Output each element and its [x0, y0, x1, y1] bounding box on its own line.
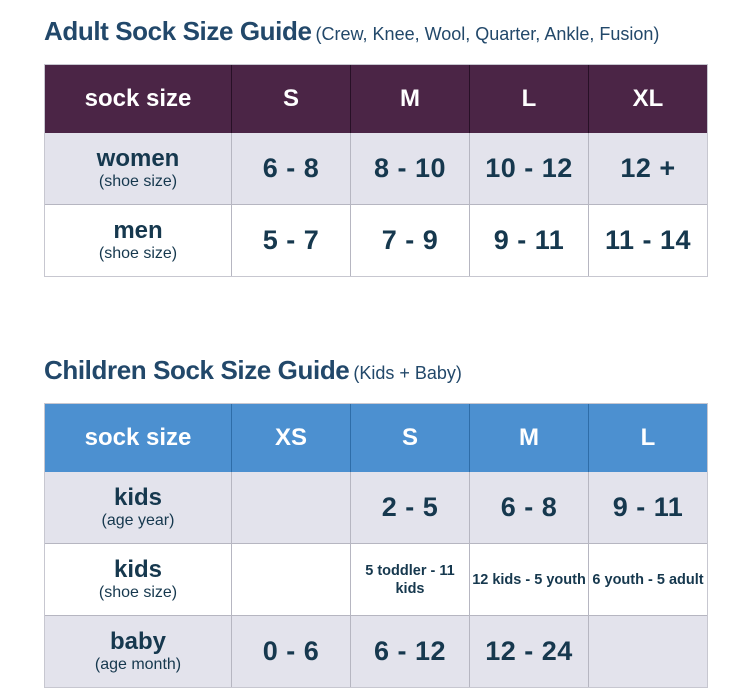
children-guide-title — [44, 355, 708, 386]
cell-value: 6 - 8 — [262, 153, 320, 183]
cell-value: 12 + — [620, 153, 676, 183]
table-cell — [231, 133, 350, 204]
table-cell — [469, 472, 588, 543]
children-header-sock-size: sock size — [45, 404, 231, 472]
row-sublabel: (age year) — [101, 511, 175, 529]
table-cell-empty — [231, 543, 350, 615]
row-label-cell-men — [45, 204, 231, 276]
cell-value: 11 - 14 — [604, 225, 692, 255]
table-row-women — [45, 133, 707, 204]
row-sublabel: (shoe size) — [98, 244, 178, 262]
adult-header-l: L — [469, 65, 588, 133]
adult-header-s: S — [231, 65, 350, 133]
cell-value: 6 - 8 — [500, 492, 558, 522]
children-guide-title-text: Children Sock Size Guide — [44, 355, 350, 385]
adult-size-guide-section — [44, 16, 708, 277]
children-header-l: L — [588, 404, 707, 472]
table-cell — [350, 133, 469, 204]
table-row-kids-shoe-size — [45, 543, 707, 615]
children-header-m: M — [469, 404, 588, 472]
cell-value: 5 - 7 — [262, 225, 320, 255]
table-cell — [588, 204, 707, 276]
table-cell — [588, 133, 707, 204]
table-cell — [588, 472, 707, 543]
adult-table-header-row — [45, 65, 707, 133]
cell-value: 12 kids - 5 youth — [472, 571, 586, 588]
children-table-header-row — [45, 404, 707, 472]
table-row-kids-age-year — [45, 472, 707, 543]
adult-guide-title — [44, 16, 708, 47]
children-size-guide-section — [44, 355, 708, 688]
cell-value: 6 youth - 5 adult — [592, 571, 704, 588]
cell-value: 12 - 24 — [485, 636, 573, 666]
table-cell — [469, 204, 588, 276]
adult-header-sock-size: sock size — [45, 65, 231, 133]
children-header-s: S — [350, 404, 469, 472]
table-cell-empty — [231, 472, 350, 543]
cell-value: 5 toddler - 11 kids — [365, 562, 455, 597]
adult-size-table — [44, 64, 708, 277]
cell-value: 9 - 11 — [493, 225, 565, 255]
row-label: baby — [109, 628, 166, 656]
children-guide-subtitle: (Kids + Baby) — [353, 363, 462, 383]
table-cell — [350, 615, 469, 687]
cell-value: 2 - 5 — [381, 492, 439, 522]
children-header-xs: XS — [231, 404, 350, 472]
children-size-table — [44, 403, 708, 688]
cell-value: 7 - 9 — [381, 225, 439, 255]
adult-header-m: M — [350, 65, 469, 133]
table-cell — [231, 204, 350, 276]
row-sublabel: (shoe size) — [98, 172, 178, 190]
cell-value: 6 - 12 — [373, 636, 447, 666]
table-cell — [350, 472, 469, 543]
table-row-men — [45, 204, 707, 276]
table-cell — [469, 133, 588, 204]
cell-value: 0 - 6 — [262, 636, 320, 666]
row-sublabel: (shoe size) — [98, 583, 178, 601]
adult-guide-subtitle: (Crew, Knee, Wool, Quarter, Ankle, Fusion) — [315, 24, 660, 44]
row-label: women — [96, 145, 180, 173]
cell-value: 10 - 12 — [485, 153, 573, 183]
row-label-cell-kids-age — [45, 472, 231, 543]
row-label: kids — [113, 484, 163, 512]
table-cell — [350, 543, 469, 615]
row-label: men — [113, 217, 163, 245]
cell-value: 8 - 10 — [373, 153, 447, 183]
adult-guide-title-text: Adult Sock Size Guide — [44, 16, 312, 46]
cell-value: 9 - 11 — [612, 492, 684, 522]
table-cell — [350, 204, 469, 276]
row-label-cell-women — [45, 133, 231, 204]
table-row-baby-age-month — [45, 615, 707, 687]
row-label-cell-baby — [45, 615, 231, 687]
table-cell — [469, 615, 588, 687]
table-cell — [231, 615, 350, 687]
table-cell — [588, 543, 707, 615]
adult-header-xl: XL — [588, 65, 707, 133]
row-label-cell-kids-shoe — [45, 543, 231, 615]
table-cell — [469, 543, 588, 615]
table-cell-empty — [588, 615, 707, 687]
row-sublabel: (age month) — [94, 655, 182, 673]
row-label: kids — [113, 556, 163, 584]
